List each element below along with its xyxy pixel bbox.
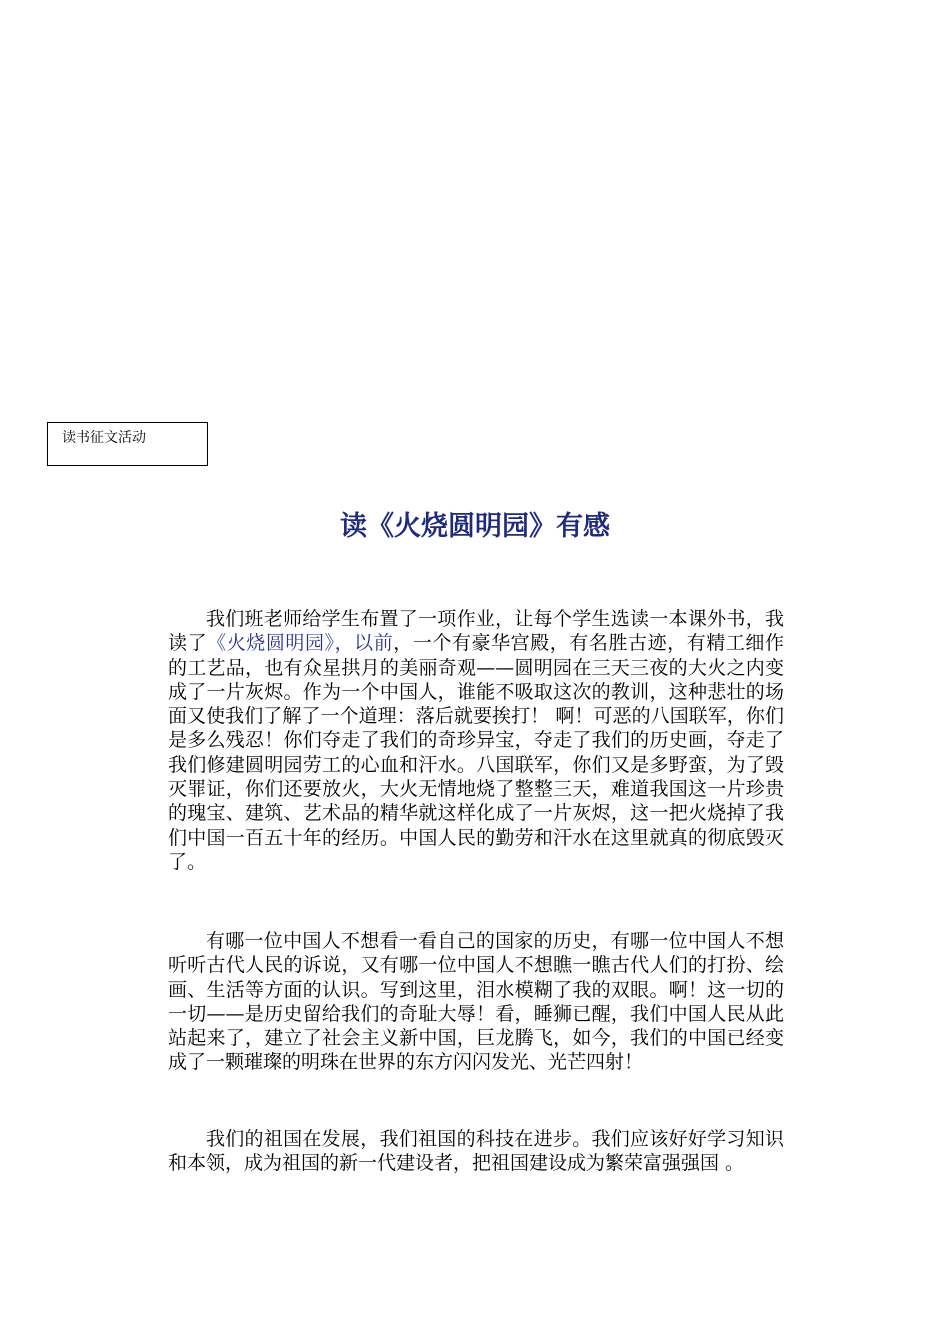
activity-label-text: 读书征文活动 [62, 430, 146, 446]
paragraph-1-text-start: 我们班老师给学生布置了一项作业，让每个学生选读一本课外书，我读了 [168, 608, 784, 655]
paragraph-1-text-end: ，一个有豪华宫殿，有名胜古迹，有精工细作的工艺品，也有众星拱月的美丽奇观——圆明园在三天三夜的大火之内变成了一片灰烬。作为一个中国人，谁能不吸取这次的教训，这种悲壮的场面又使我们了解了一个道理：落后就要挨打！ 啊！可恶的八国联军，你们是多么残忍！你们夺走了我们的奇珍异宝，夺走了我们的历史画，夺走了我们修建圆明园劳工的心血和汗水。八国联军，你们又是多野蛮，为了毁灭罪证，你们还要放火，大火无情地烧了整整三天，难道我国这一片珍贵的瑰宝、建筑、艺术品的精华就这样化成了一片灰烬，这一把火烧掉了我们中国一百五十年的经历。中国人民的勤劳和汗水在这里就真的彻底毁灭了。 [168, 632, 784, 873]
book-title-highlight: 《火烧圆明园》，以前 [207, 632, 394, 655]
activity-label-box [47, 422, 208, 466]
paragraph-2: 有哪一位中国人不想看一看自己的国家的历史，有哪一位中国人不想听听古代人民的诉说，又有哪一位中国人不想瞧一瞧古代人们的打扮、绘画、生活等方面的认识。写到这里，泪水模糊了我的双眼。啊！这一切的一切——是历史留给我们的奇耻大辱！看，睡狮已醒，我们中国人民从此站起来了，建立了社会主义新中国，巨龙腾飞，如今，我们的中国已经变成了一颗璀璨的明珠在世界的东方闪闪发光、光芒四射！ [168, 930, 784, 1074]
paragraph-1 [168, 607, 784, 874]
paragraph-3: 我们的祖国在发展，我们祖国的科技在进步。我们应该好好学习知识和本领，成为祖国的新一代建设者，把祖国建设成为繁荣富强强国 。 [168, 1128, 784, 1175]
essay-title: 读《火烧圆明园》有感 [340, 511, 610, 542]
